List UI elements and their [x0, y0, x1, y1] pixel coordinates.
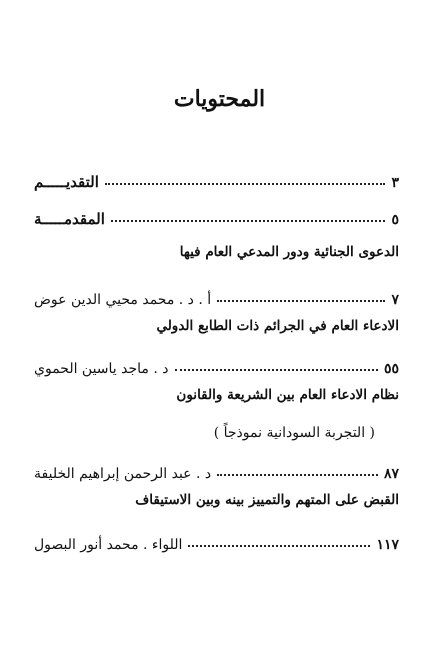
section-heading: الدعوى الجنائية ودور المدعي العام فيها: [179, 244, 399, 260]
toc-entry-label: د . عبد الرحمن إبراهيم الخليفة: [34, 466, 212, 482]
toc-entry-page: ٥٥: [383, 361, 399, 377]
toc-entry-label: أ . د . محمد محيي الدين عوض: [34, 292, 212, 308]
section-subheading: ( التجربة السودانية نموذجاً ): [213, 425, 375, 441]
toc-entry-label: اللواء . محمد أنور البصول: [34, 537, 183, 553]
section-heading: نظام الادعاء العام بين الشريعة والقانون: [176, 387, 399, 403]
section-heading: الادعاء العام في الجرائم ذات الطابع الدولي: [156, 318, 399, 334]
toc-entry-label: التقديـــــم: [34, 173, 99, 191]
toc-entry-author: [34, 527, 399, 553]
leader-dots: [217, 300, 385, 302]
leader-dots: [188, 545, 370, 547]
toc-entry-page: ١١٧: [376, 537, 399, 553]
page-title: المحتويات: [173, 86, 266, 112]
toc-entry-page: ٧: [391, 292, 399, 308]
toc-entry-preface: [34, 202, 399, 228]
leader-dots: [111, 220, 386, 222]
leader-dots: [105, 183, 386, 185]
toc-entry-page: ٨٧: [383, 466, 399, 482]
toc-entry-page: ٣: [391, 175, 399, 191]
toc-entry-author: [34, 456, 399, 482]
toc-entry-author: [34, 351, 399, 377]
toc-entry-page: ٥: [391, 212, 399, 228]
toc-entry-label: د . ماجد ياسين الحموي: [34, 361, 169, 377]
section-heading: القبض على المتهم والتمييز بينه وبين الاستيقاف: [135, 492, 399, 508]
toc-entry-label: المقدمـــــة: [34, 210, 105, 228]
toc-entry-author: [34, 282, 399, 308]
leader-dots: [217, 474, 378, 476]
toc-entry-introduction: [34, 165, 399, 191]
leader-dots: [175, 369, 378, 371]
